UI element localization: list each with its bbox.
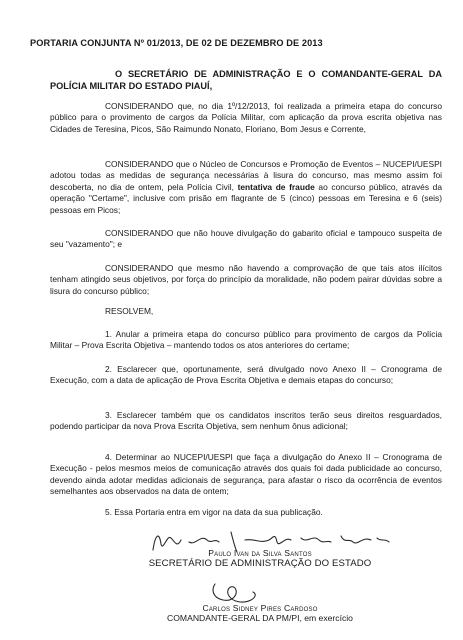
signature-1-name: Paulo Ivan da Silva Santos — [208, 548, 312, 558]
document-heading: O SECRETÁRIO DE ADMINISTRAÇÃO E O COMANDANTE-GERAL DA POLÍCIA MILITAR DO ESTADO PIAUÍ, — [50, 69, 442, 91]
article-3: 3. Esclarecer também que os candidatos inscritos terão seus direitos resguardados, podendo participar da nova Prova Escrita Objetiva, sem nenhum ônus adicional; — [50, 410, 442, 432]
paragraph-considerando-2 — [50, 159, 442, 216]
article-1: 1. Anular a primeira etapa do concurso público para provimento de cargos da Polícia Militar – Prova Escrita Objetiva – mantendo todos os atos anteriores do certame; — [50, 329, 442, 351]
signature-2-name: Carlos Sidney Pires Cardoso — [202, 603, 318, 613]
article-4: 4. Determinar ao NUCEPI/UESPI que faça a divulgação do Anexo II – Cronograma de Execução - pelos mesmos meios de comunicação através dos quais foi dada publicidade ao concurso, devendo ainda adotar medidas adicionais de segurança, para afastar o risco da ocorrência de eventos semelhantes aos observados na data de ontem; — [50, 452, 442, 497]
fraud-emphasis: tentativa de fraude — [237, 181, 315, 192]
resolvem-label: RESOLVEM, — [105, 306, 154, 316]
signature-2 — [130, 603, 390, 623]
article-2: 2. Esclarecer que, oportunamente, será divulgado novo Anexo II – Cronograma de Execução, com a data de aplicação de Prova Escrita Objetiva e demais etapas do concurso; — [50, 364, 442, 386]
paragraph-considerando-2-text: CONSIDERANDO que o Núcleo de Concursos e Promoção de Eventos – NUCEPI/UESPI adotou todas as medidas de segurança necessárias à lisura do concurso, mas mesmo assim foi descoberta, no dia de ontem, pela Polícia Civil, — [50, 159, 442, 192]
paragraph-considerando-3: CONSIDERANDO que não houve divulgação do gabarito oficial e tampouco suspeita de seu "vazamento"; e — [50, 228, 442, 250]
paragraph-considerando-4: CONSIDERANDO que mesmo não havendo a comprovação de que tais atos ilícitos tenham atingido seus objetivos, por força do princípio da moralidade, não podem pairar dúvidas sobre a lisura do concurso público; — [50, 263, 442, 296]
signature-2-role: COMANDANTE-GERAL DA PM/PI, em exercício — [167, 613, 353, 623]
paragraph-considerando-1: CONSIDERANDO que, no dia 1º/12/2013, foi realizada a primeira etapa do concurso público para o provimento de cargos da Polícia Militar, com aplicação da prova escrita objetiva nas Cidades de Teresina, Picos, São Raimundo Nonato, Floriano, Bom Jesus e Corrente, — [50, 101, 442, 134]
signature-1 — [130, 548, 390, 569]
document-title: PORTARIA CONJUNTA Nº 01/2013, DE 02 DE DEZEMBRO DE 2013 — [30, 38, 323, 48]
article-5: 5. Essa Portaria entra em vigor na data da sua publicação. — [105, 507, 323, 517]
signature-1-role: SECRETÁRIO DE ADMINISTRAÇÃO DO ESTADO — [148, 558, 372, 569]
paragraph-considerando-2-cont: ao concurso público, através da operação "Certame", inclusive com prisão em flagrante de 5 (cinco) pessoas em Teresina e 6 (seis) pessoas em Picos; — [50, 181, 442, 215]
